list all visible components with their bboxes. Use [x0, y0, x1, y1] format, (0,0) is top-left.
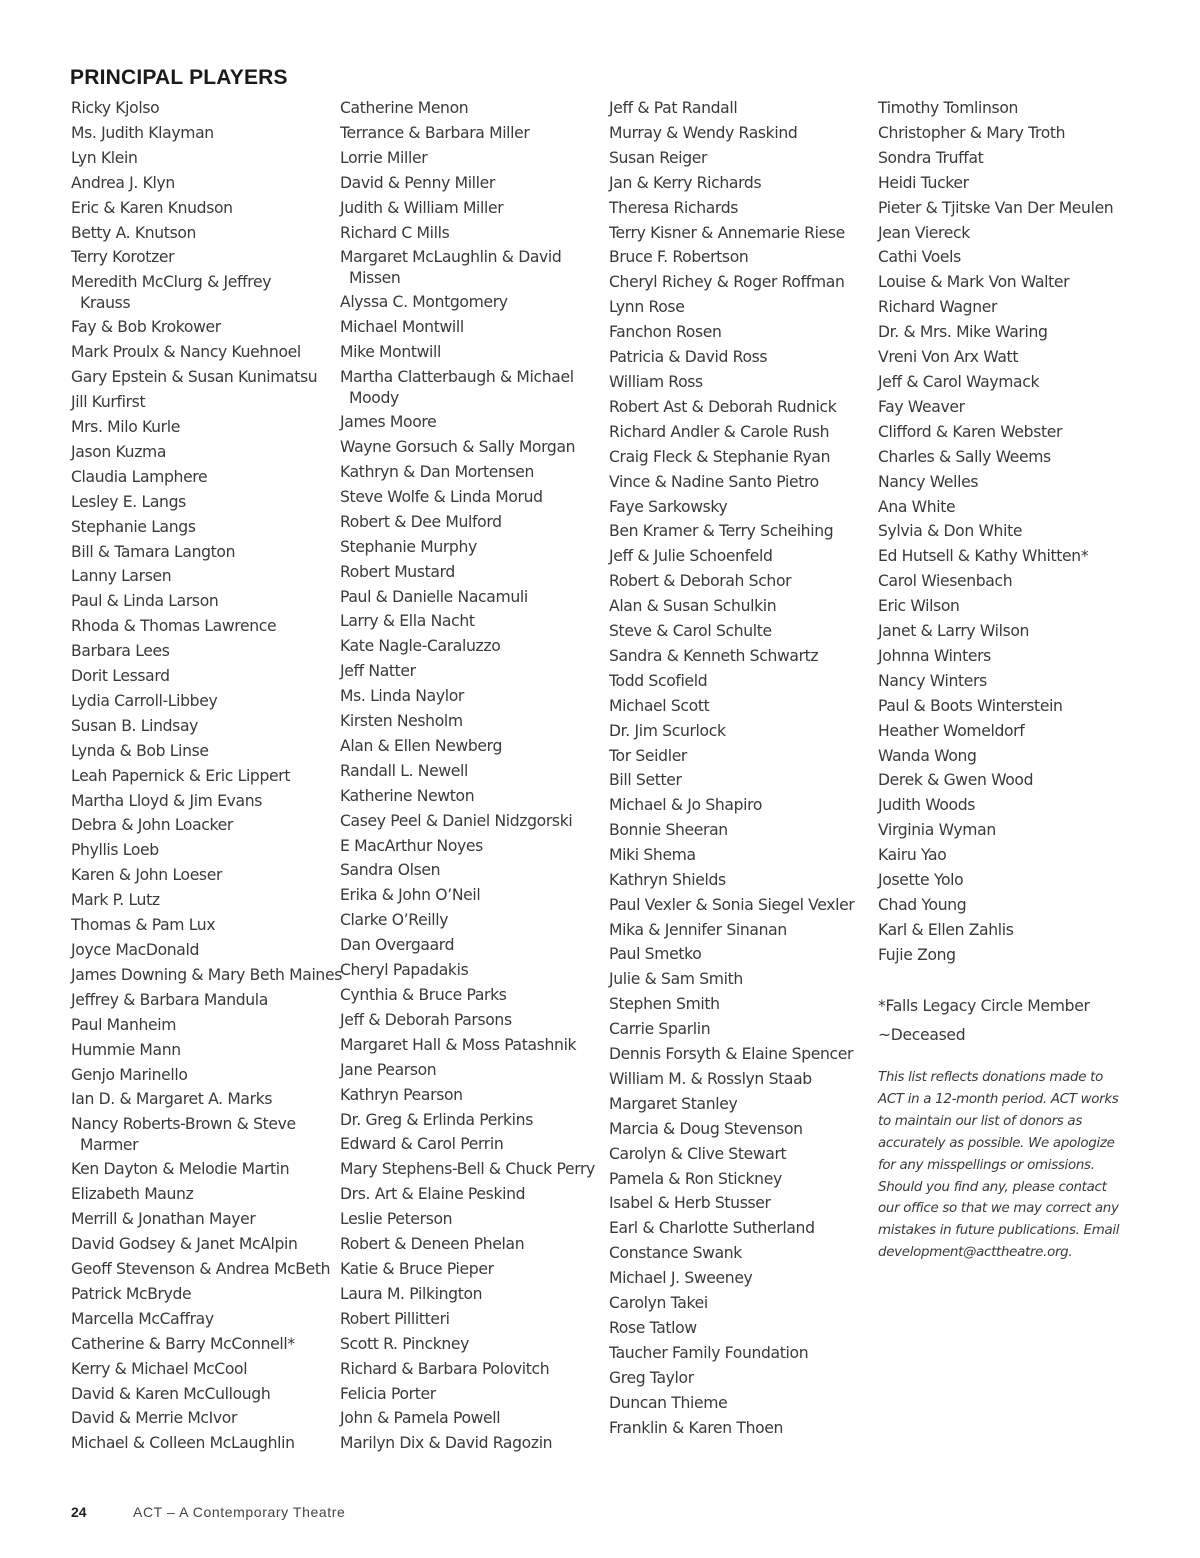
donor-name: Larry & Ella Nacht	[340, 612, 475, 631]
donor-name: Patrick McBryde	[71, 1284, 192, 1303]
donor-name: Thomas & Pam Lux	[71, 916, 216, 935]
donor-name: Clifford & Karen Webster	[878, 422, 1063, 441]
donor-name: Betty A. Knutson	[71, 223, 197, 242]
donor-name: Jeff Natter	[340, 662, 416, 681]
donor-name: Nancy Winters	[878, 671, 987, 690]
donor-name: Timothy Tomlinson	[878, 99, 1019, 117]
donor-name: Nancy Roberts-Brown & Steve Marmer	[71, 1115, 296, 1154]
donor-name: Greg Taylor	[609, 1368, 694, 1387]
donor-name: Pamela & Ron Stickney	[609, 1169, 782, 1188]
donor-name: Stephen Smith	[609, 995, 720, 1014]
donor-name: Leslie Peterson	[340, 1210, 453, 1229]
donor-name: Dr. & Mrs. Mike Waring	[878, 323, 1048, 342]
donor-name: William Ross	[609, 372, 703, 391]
donor-name: Edward & Carol Perrin	[340, 1135, 504, 1154]
donor-name: Karl & Ellen Zahlis	[878, 920, 1014, 939]
donor-name: Terry Korotzer	[71, 248, 175, 267]
donor-name: Judith & William Miller	[340, 198, 504, 217]
donor-name: Mary Stephens-Bell & Chuck Perry	[340, 1160, 595, 1179]
donor-name: Eric & Karen Knudson	[71, 198, 233, 217]
donor-name: Ben Kramer & Terry Scheihing	[609, 522, 834, 541]
donor-name: Constance Swank	[609, 1244, 742, 1263]
donor-name: Todd Scofield	[609, 671, 708, 690]
donor-name: Chad Young	[878, 896, 967, 914]
donor-name: Cathi Voels	[878, 248, 961, 267]
donor-name: Phyllis Loeb	[71, 841, 159, 860]
donor-name: Jane Pearson	[340, 1060, 437, 1079]
donor-name: Dennis Forsyth & Elaine Spencer	[609, 1045, 854, 1064]
donor-name: Lyn Klein	[71, 148, 138, 167]
donor-name: Charles & Sally Weems	[878, 447, 1051, 466]
donor-name: Wayne Gorsuch & Sally Morgan	[340, 438, 576, 457]
donor-name: Sandra Olsen	[340, 861, 441, 880]
donor-name: Ana White	[878, 497, 956, 516]
donor-name: Rhoda & Thomas Lawrence	[71, 617, 277, 636]
donor-name: Janet & Larry Wilson	[878, 622, 1030, 641]
donor-name: Earl & Charlotte Sutherland	[609, 1219, 815, 1238]
donor-name: Pieter & Tjitske Van Der Meulen	[878, 198, 1114, 217]
donor-name: Murray & Wendy Raskind	[609, 123, 798, 142]
donor-name: Taucher Family Foundation	[609, 1343, 809, 1362]
donor-name: Lynda & Bob Linse	[71, 741, 209, 760]
donor-name: Craig Fleck & Stephanie Ryan	[609, 447, 831, 466]
donor-name: Vreni Von Arx Watt	[878, 348, 1019, 367]
donor-name: Judith Woods	[878, 796, 976, 815]
donor-name: Dr. Jim Scurlock	[609, 721, 726, 740]
donor-name: Richard Wagner	[878, 298, 998, 317]
donor-name: Nancy Welles	[878, 472, 979, 491]
donor-name: Sandra & Kenneth Schwartz	[609, 646, 819, 665]
donor-name: Robert & Dee Mulford	[340, 512, 502, 531]
donor-name: Carolyn Takei	[609, 1294, 708, 1313]
donor-name: Paul & Boots Winterstein	[878, 696, 1063, 715]
donor-name: Michael J. Sweeney	[609, 1269, 753, 1288]
donor-name: Gary Epstein & Susan Kunimatsu	[71, 368, 318, 387]
donor-name: Theresa Richards	[609, 198, 739, 217]
donor-name: Stephanie Murphy	[340, 537, 477, 556]
donor-name: Carolyn & Clive Stewart	[609, 1144, 787, 1163]
donor-name: Meredith McClurg & Jeffrey Krauss	[71, 273, 272, 312]
donor-name: Alan & Ellen Newberg	[340, 736, 503, 755]
donor-name: Margaret Hall & Moss Patashnik	[340, 1035, 577, 1054]
donor-name: Sondra Truffat	[878, 148, 984, 167]
donor-name: Josette Yolo	[878, 871, 964, 890]
donor-name: Jean Viereck	[878, 223, 970, 242]
donor-name: Jason Kuzma	[71, 442, 167, 461]
donor-name: Richard & Barbara Polovitch	[340, 1359, 550, 1378]
donor-name: Susan B. Lindsay	[71, 716, 199, 735]
donor-name: Fay & Bob Krokower	[71, 318, 221, 337]
donor-name: Alyssa C. Montgomery	[340, 293, 508, 312]
donor-name: Merrill & Jonathan Mayer	[71, 1210, 256, 1229]
donor-name: Derek & Gwen Wood	[878, 771, 1034, 790]
donor-name: Johnna Winters	[878, 646, 991, 665]
page-number: 24	[71, 1504, 87, 1520]
donor-name: Margaret Stanley	[609, 1094, 738, 1113]
donor-name: Robert Ast & Deborah Rudnick	[609, 397, 837, 416]
donor-name: Mark P. Lutz	[71, 891, 160, 910]
donor-name: Marilyn Dix & David Ragozin	[340, 1434, 553, 1453]
donor-name: Terrance & Barbara Miller	[340, 123, 530, 142]
donor-name: Barbara Lees	[71, 642, 170, 661]
donor-name: Dan Overgaard	[340, 936, 455, 955]
donor-name: Robert Pillitteri	[340, 1309, 450, 1328]
donor-name: Jeff & Julie Schoenfeld	[609, 547, 773, 566]
donor-name: Richard Andler & Carole Rush	[609, 422, 830, 441]
donor-name: Mark Proulx & Nancy Kuehnoel	[71, 343, 301, 362]
donor-column-4	[878, 96, 1113, 968]
donor-name: Ms. Linda Naylor	[340, 687, 464, 706]
donor-name: Paul & Danielle Nacamuli	[340, 587, 528, 606]
donor-name: Felicia Porter	[340, 1384, 436, 1403]
donor-name: Ms. Judith Klayman	[71, 123, 214, 142]
donor-name: Bonnie Sheeran	[609, 821, 728, 840]
donor-name: Louise & Mark Von Walter	[878, 273, 1070, 292]
donor-name: Kathryn & Dan Mortensen	[340, 462, 535, 481]
donor-name: Drs. Art & Elaine Peskind	[340, 1185, 526, 1204]
donor-name: Isabel & Herb Stusser	[609, 1194, 771, 1213]
donor-name: Genjo Marinello	[71, 1065, 188, 1084]
donor-name: David & Penny Miller	[340, 173, 495, 192]
donor-name: Mrs. Milo Kurle	[71, 417, 180, 436]
donor-name: Faye Sarkowsky	[609, 497, 728, 516]
donor-name: Jeff & Deborah Parsons	[340, 1010, 512, 1029]
donor-name: Richard C Mills	[340, 223, 450, 242]
donor-name: Catherine Menon	[340, 99, 469, 117]
donor-name: Cheryl Richey & Roger Roffman	[609, 273, 845, 292]
donor-name: Marcia & Doug Stevenson	[609, 1119, 803, 1138]
donor-name: James Downing & Mary Beth Maines	[71, 965, 342, 984]
donor-name: Paul Vexler & Sonia Siegel Vexler	[609, 896, 855, 914]
donor-name: Claudia Lamphere	[71, 467, 208, 486]
donor-name: Michael Montwill	[340, 318, 464, 337]
donor-name: David & Karen McCullough	[71, 1384, 271, 1403]
donor-name: Kairu Yao	[878, 846, 947, 865]
donor-column-2	[340, 96, 595, 1456]
donor-name: Heather Womeldorf	[878, 721, 1025, 740]
donor-name: Hummie Mann	[71, 1040, 181, 1059]
donor-name: Ricky Kjolso	[71, 99, 160, 117]
donor-name: Heidi Tucker	[878, 173, 969, 192]
donor-name: Steve Wolfe & Linda Morud	[340, 487, 543, 506]
donor-name: Stephanie Langs	[71, 517, 196, 536]
donor-name: Susan Reiger	[609, 148, 708, 167]
donor-name: Dorit Lessard	[71, 667, 170, 686]
donor-name: Cynthia & Bruce Parks	[340, 986, 507, 1004]
donor-name: Ed Hutsell & Kathy Whitten*	[878, 547, 1089, 566]
donor-name: Robert & Deborah Schor	[609, 572, 792, 591]
donor-name: Lesley E. Langs	[71, 492, 186, 511]
donor-name: Andrea J. Klyn	[71, 173, 175, 192]
donor-name: Carol Wiesenbach	[878, 572, 1013, 591]
disclaimer-text: This list reflects donations made to ACT in a 12-month period. ACT works to maintain our list of donors as accurately as possible. We apologize for any misspellings or omissions. Should you find any, please contact our office so that we may correct any mistakes in future publications. Email development@acttheatre.org.	[878, 1070, 1120, 1261]
donor-name: Cheryl Papadakis	[340, 961, 469, 980]
donor-column-3	[609, 96, 863, 1441]
donor-name: Dr. Greg & Erlinda Perkins	[340, 1110, 533, 1129]
donor-name: Fujie Zong	[878, 945, 956, 964]
donor-name: Virginia Wyman	[878, 821, 996, 840]
donor-name: E MacArthur Noyes	[340, 836, 483, 855]
donor-name: Rose Tatlow	[609, 1319, 697, 1337]
donor-name: Geoff Stevenson & Andrea McBeth	[71, 1259, 331, 1278]
donor-name: Kathryn Shields	[609, 871, 726, 890]
donor-name: Joyce MacDonald	[71, 941, 200, 959]
donor-name: Patricia & David Ross	[609, 348, 768, 367]
donor-name: William M. & Rosslyn Staab	[609, 1069, 812, 1088]
donor-name: Erika & John O’Neil	[340, 886, 481, 905]
donor-name: Bruce F. Robertson	[609, 248, 749, 267]
donor-name: Scott R. Pinckney	[340, 1334, 470, 1353]
donor-name: Ian D. & Margaret A. Marks	[71, 1090, 273, 1109]
donor-name: Julie & Sam Smith	[609, 970, 743, 989]
donor-name: Fay Weaver	[878, 397, 965, 416]
donor-name: Vince & Nadine Santo Pietro	[609, 472, 819, 491]
donor-name: Catherine & Barry McConnell*	[71, 1334, 295, 1353]
section-heading: PRINCIPAL PLAYERS	[70, 66, 288, 89]
donor-name: Fanchon Rosen	[609, 323, 722, 342]
donor-name: Jill Kurfirst	[71, 393, 146, 412]
donor-name: Bill & Tamara Langton	[71, 542, 236, 561]
donor-name: Katie & Bruce Pieper	[340, 1259, 494, 1278]
donor-name: James Moore	[340, 413, 437, 432]
donor-name: Kathryn Pearson	[340, 1085, 463, 1104]
donor-name: Wanda Wong	[878, 746, 977, 765]
donor-name: Michael & Jo Shapiro	[609, 796, 763, 815]
donor-name: Sylvia & Don White	[878, 522, 1023, 541]
donor-name: Karen & John Loeser	[71, 866, 223, 885]
donor-name: Jeff & Carol Waymack	[878, 372, 1040, 391]
donor-name: Paul & Linda Larson	[71, 592, 219, 611]
donor-name: Randall L. Newell	[340, 761, 468, 780]
deceased-note: ~Deceased	[878, 1026, 966, 1044]
donor-name: Martha Lloyd & Jim Evans	[71, 791, 263, 810]
donor-name: Margaret McLaughlin & David Missen	[340, 248, 562, 287]
donor-name: Marcella McCaffray	[71, 1309, 214, 1328]
donor-name: Lynn Rose	[609, 298, 685, 317]
donor-name: Michael & Colleen McLaughlin	[71, 1434, 295, 1453]
donor-name: Mika & Jennifer Sinanan	[609, 920, 787, 939]
donor-name: David & Merrie McIvor	[71, 1409, 238, 1428]
donor-name: Kirsten Nesholm	[340, 712, 463, 731]
donor-name: Paul Manheim	[71, 1015, 177, 1034]
donor-name: Christopher & Mary Troth	[878, 123, 1066, 142]
donor-name: Kerry & Michael McCool	[71, 1359, 248, 1378]
donor-name: Duncan Thieme	[609, 1393, 728, 1412]
donor-name: Kate Nagle-Caraluzzo	[340, 637, 501, 656]
donor-name: Debra & John Loacker	[71, 816, 233, 835]
donor-name: Bill Setter	[609, 771, 682, 790]
donor-name: Katherine Newton	[340, 786, 475, 805]
donor-name: Paul Smetko	[609, 945, 702, 964]
donor-name: Tor Seidler	[609, 746, 687, 765]
donor-name: Alan & Susan Schulkin	[609, 597, 777, 616]
donor-name: Lydia Carroll-Libbey	[71, 691, 218, 710]
donor-name: Robert Mustard	[340, 562, 455, 581]
footer-title: ACT – A Contemporary Theatre	[133, 1504, 346, 1520]
donor-name: Franklin & Karen Thoen	[609, 1418, 784, 1437]
donor-name: Clarke O’Reilly	[340, 911, 449, 930]
donor-name: Mike Montwill	[340, 343, 442, 362]
donor-name: Laura M. Pilkington	[340, 1284, 483, 1303]
donor-name: Ken Dayton & Melodie Martin	[71, 1160, 290, 1179]
donor-name: Steve & Carol Schulte	[609, 622, 772, 641]
donor-name: Carrie Sparlin	[609, 1020, 711, 1039]
donor-name: Martha Clatterbaugh & Michael Moody	[340, 368, 574, 407]
donor-name: Casey Peel & Daniel Nidzgorski	[340, 811, 573, 830]
donor-name: David Godsey & Janet McAlpin	[71, 1235, 298, 1254]
donor-name: Eric Wilson	[878, 597, 960, 616]
donor-name: Jan & Kerry Richards	[609, 173, 762, 192]
donor-name: John & Pamela Powell	[340, 1409, 501, 1428]
falls-legacy-note: *Falls Legacy Circle Member	[878, 997, 1090, 1015]
donor-column-1	[71, 96, 342, 1456]
donor-name: Lorrie Miller	[340, 148, 428, 167]
donor-name: Leah Papernick & Eric Lippert	[71, 766, 291, 785]
donor-name: Jeffrey & Barbara Mandula	[71, 990, 268, 1009]
donor-name: Miki Shema	[609, 846, 696, 865]
donor-name: Jeff & Pat Randall	[609, 99, 738, 117]
donor-name: Michael Scott	[609, 696, 710, 715]
donor-name: Robert & Deneen Phelan	[340, 1235, 525, 1254]
donor-name: Lanny Larsen	[71, 567, 172, 586]
donor-name: Terry Kisner & Annemarie Riese	[609, 223, 845, 242]
donor-name: Elizabeth Maunz	[71, 1185, 194, 1204]
